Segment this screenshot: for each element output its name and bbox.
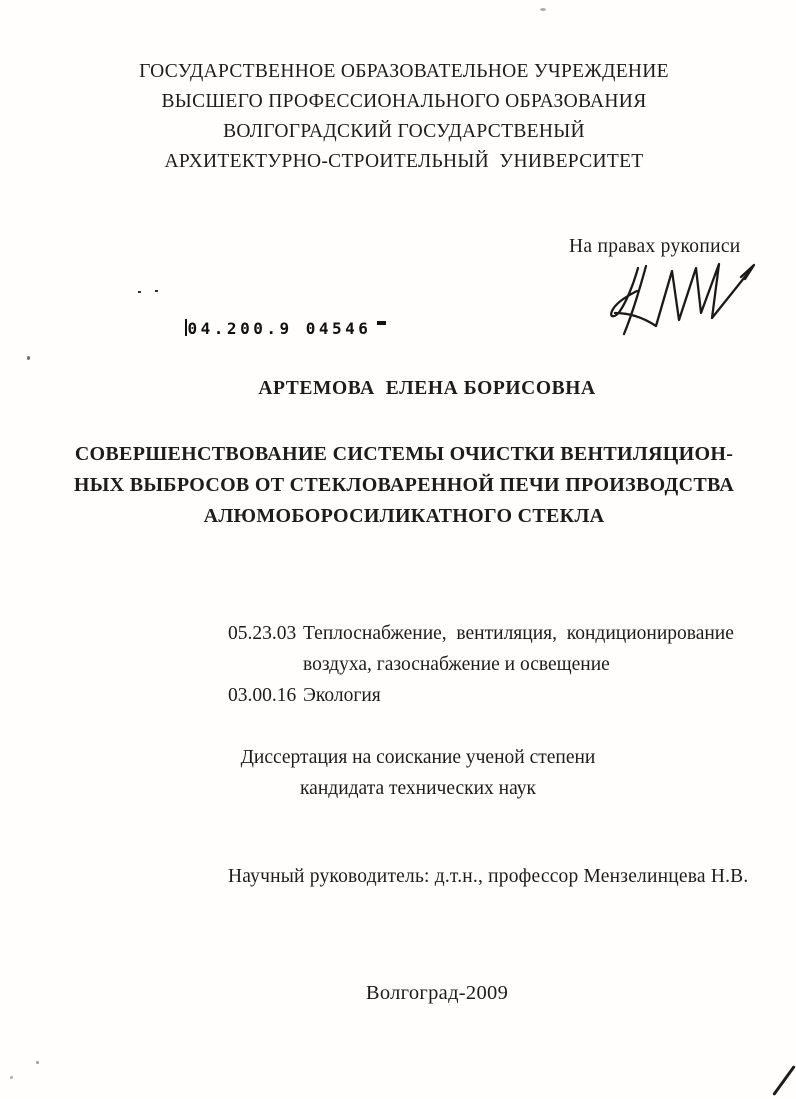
specialty-name-line: Экология <box>303 685 381 706</box>
title-line: АЛЮМОБОРОСИЛИКАТНОГО СТЕКЛА <box>203 505 605 527</box>
scan-speck <box>27 356 30 360</box>
specialty-code: 05.23.03 <box>228 623 297 644</box>
supervisor-line: Научный руководитель: д.т.н., профессор Мензелинцева Н.В. <box>228 866 749 887</box>
specialty-code: 03.00.16 <box>228 685 297 706</box>
corner-pen-mark <box>772 1065 796 1096</box>
scan-speck <box>540 8 546 11</box>
specialty-list <box>228 618 734 711</box>
title-line: СОВЕРШЕНСТВОВАНИЕ СИСТЕМЫ ОЧИСТКИ ВЕНТИЛЯЦИОН- <box>74 443 734 465</box>
institution-line: ГОСУДАРСТВЕННОЕ ОБРАЗОВАТЕЛЬНОЕ УЧРЕЖДЕНИЕ <box>139 61 669 82</box>
dissertation-title <box>0 439 796 532</box>
specialty-name <box>303 680 381 711</box>
institution-line: ВЫСШЕГО ПРОФЕССИОНАЛЬНОГО ОБРАЗОВАНИЯ <box>161 91 647 112</box>
degree-line: кандидата технических наук <box>300 778 536 799</box>
specialty-name <box>303 618 734 680</box>
library-accession-stamp <box>132 300 386 357</box>
title-line: НЫХ ВЫБРОСОВ ОТ СТЕКЛОВАРЕННОЙ ПЕЧИ ПРОИЗВОДСТВА <box>73 474 735 496</box>
author-name: АРТЕМОВА ЕЛЕНА БОРИСОВНА <box>258 378 596 399</box>
degree-statement <box>0 742 796 804</box>
stamp-trailing-dash <box>377 321 386 325</box>
stamp-tick-marks <box>138 291 141 293</box>
stamp-leading-bar <box>185 319 187 336</box>
degree-line: Диссертация на соискание ученой степени <box>240 747 596 768</box>
city-year: Волгоград-2009 <box>365 982 509 1004</box>
manuscript-rights-note: На правах рукописи <box>569 236 741 257</box>
scan-speck <box>10 1076 13 1079</box>
stamp-number: 04.200.9 04546 <box>187 319 372 338</box>
institution-line: АРХИТЕКТУРНО-СТРОИТЕЛЬНЫЙ УНИВЕРСИТЕТ <box>164 151 644 172</box>
handwritten-signature <box>608 256 758 346</box>
institution-header <box>0 57 796 177</box>
specialty-row <box>228 680 734 711</box>
institution-line: ВОЛГОГРАДСКИЙ ГОСУДАРСТВЕНЫЙ <box>223 121 585 142</box>
specialty-name-line: воздуха, газоснабжение и освещение <box>303 654 610 675</box>
specialty-row <box>228 618 734 680</box>
specialty-name-line: Теплоснабжение, вентиляция, кондиционирование <box>303 623 734 644</box>
scan-speck <box>36 1061 39 1064</box>
